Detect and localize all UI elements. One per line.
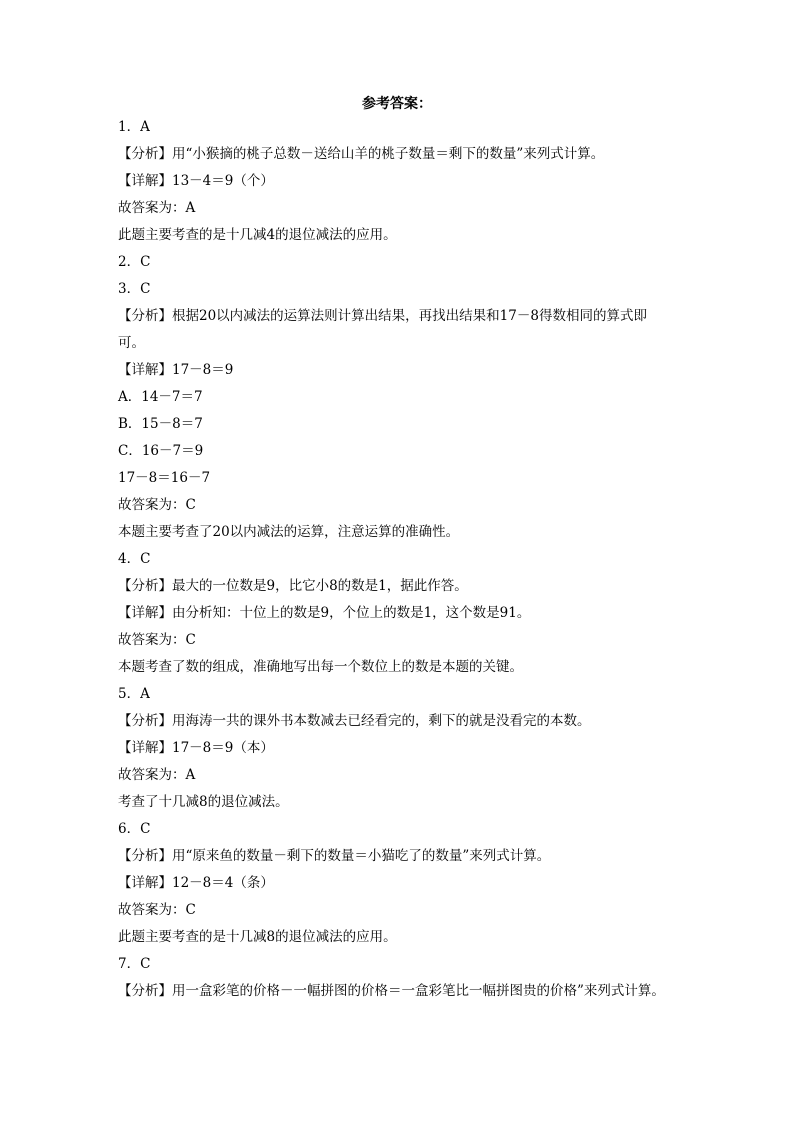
option-line: C．16－7＝9	[118, 443, 204, 459]
detail-line: 【详解】17－8＝9	[118, 362, 234, 378]
answer-line: 7．C	[118, 956, 151, 972]
comment-line: 本题主要考查了20以内减法的运算，注意运算的准确性。	[118, 524, 460, 540]
comment-line: 考查了十几减8的退位减法。	[118, 794, 289, 810]
detail-line: 【详解】由分析知：十位上的数是9，个位上的数是1，这个数是91。	[118, 605, 531, 621]
option-line: B．15－8＝7	[118, 416, 203, 432]
conclusion-line: 故答案为：C	[118, 632, 196, 648]
detail-line: 【详解】17－8＝9（本）	[118, 740, 274, 756]
answer-line: 4．C	[118, 551, 151, 567]
conclusion-line: 故答案为：A	[118, 200, 196, 216]
answer-content	[118, 114, 698, 1005]
answer-line: 6．C	[118, 821, 151, 837]
analysis-line-continued: 可。	[118, 335, 145, 351]
analysis-line: 【分析】用“小猴摘的桃子总数－送给山羊的桃子数量＝剩下的数量”来列式计算。	[118, 146, 605, 162]
detail-line: 【详解】12－8＝4（条）	[118, 875, 274, 891]
detail-line: 【详解】13－4＝9（个）	[118, 173, 274, 189]
page-title: 参考答案：	[362, 96, 432, 112]
analysis-line: 【分析】用“原来鱼的数量－剩下的数量＝小猫吃了的数量”来列式计算。	[118, 848, 551, 864]
analysis-line: 【分析】根据20以内减法的运算法则计算出结果，再找出结果和17－8得数相同的算式即	[118, 308, 647, 324]
comment-line: 本题考查了数的组成，准确地写出每一个数位上的数是本题的关键。	[118, 659, 523, 675]
comment-line: 此题主要考查的是十几减4的退位减法的应用。	[118, 227, 397, 243]
option-line: A．14－7＝7	[118, 389, 203, 405]
equation-line: 17－8＝16－7	[118, 470, 211, 486]
analysis-line: 【分析】用海涛一共的课外书本数减去已经看完的，剩下的就是没看完的本数。	[118, 713, 591, 729]
analysis-line: 【分析】用一盒彩笔的价格－一幅拼图的价格＝一盒彩笔比一幅拼图贵的价格”来列式计算。	[118, 983, 665, 999]
analysis-line: 【分析】最大的一位数是9，比它小8的数是1，据此作答。	[118, 578, 468, 594]
conclusion-line: 故答案为：C	[118, 902, 196, 918]
answer-line: 5．A	[118, 686, 150, 702]
conclusion-line: 故答案为：C	[118, 497, 196, 513]
comment-line: 此题主要考查的是十几减8的退位减法的应用。	[118, 929, 397, 945]
answer-line: 1．A	[118, 119, 150, 135]
conclusion-line: 故答案为：A	[118, 767, 196, 783]
answer-line: 3．C	[118, 281, 151, 297]
answer-line: 2．C	[118, 254, 151, 270]
